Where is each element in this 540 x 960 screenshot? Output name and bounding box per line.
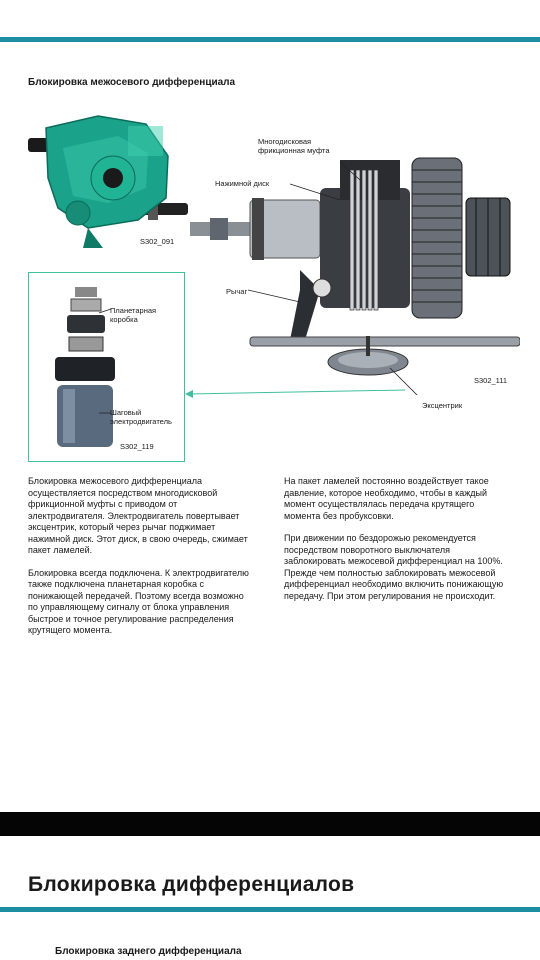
callout-planetary <box>110 306 156 324</box>
callout-clutch-line2: фрикционная муфта <box>258 146 330 155</box>
top-accent-bar <box>0 37 540 42</box>
figure-id-transfer-case: S302_091 <box>140 237 175 246</box>
figure-id-motor: S302_119 <box>120 442 154 451</box>
transfer-case-figure <box>28 108 188 253</box>
motor-figure-frame <box>28 272 185 462</box>
callout-pressure-disk: Нажимной диск <box>215 179 270 188</box>
transfer-case-illustration <box>28 108 188 253</box>
callout-planetary-line2: коробка <box>110 315 138 324</box>
chapter-accent-bar <box>0 907 540 912</box>
callout-eccentric: Эксцентрик <box>422 401 463 410</box>
callout-stepper-line2: электродвигатель <box>110 417 172 426</box>
callout-stepper <box>110 408 172 426</box>
left-paragraph-1: Блокировка межосевого дифференциала осуществляется посредством многодисковой фрикционной муфты с приводом от электродвигателя. Электродвигатель повертывает эксцентрик, который через рычаг поджимает нажимной диск. Этот диск, в свою очередь, сжимает пакет ламелей. <box>28 476 248 555</box>
callout-clutch-line1: Многодисковая <box>258 137 312 146</box>
right-paragraph-2: При движении по бездорожью рекомендуется посредством поворотного выключателя заблокировать межосевой дифференциал на 100%. Прежде чем полностью заблокировать межосевой дифференциал необходимо включить понижающую передачу. При этом регулирования не происходит. <box>284 533 504 601</box>
right-paragraph-1: На пакет ламелей постоянно воздействует такое давление, которое необходимо, чтобы в каждый момент осуществлялась передача крутящего момента без пробуксовки. <box>284 476 489 521</box>
left-text-column <box>28 476 256 648</box>
callout-stepper-line1: Шаговый <box>110 408 142 417</box>
figure-id-mechanism: S302_111 <box>474 376 508 385</box>
subsection-title: Блокировка заднего дифференциала <box>55 946 242 957</box>
callout-clutch <box>258 137 330 155</box>
page-break-band <box>0 812 540 836</box>
stepper-motor-illustration <box>29 273 184 461</box>
left-paragraph-2: Блокировка всегда подключена. К электродвигателю также подключена планетарная коробка с понижающей передачей. Поэтому всегда возможно по управляющему сигналу от блока управления быстрое и точное регулирование распределения крутящего момента. <box>28 567 249 635</box>
connector-arrow <box>185 380 410 410</box>
callout-lever: Рычаг <box>226 287 248 296</box>
right-text-column <box>284 476 512 613</box>
chapter-title: Блокировка дифференциалов <box>28 873 355 896</box>
section-title: Блокировка межосевого дифференциала <box>28 77 236 88</box>
callout-planetary-line1: Планетарная <box>110 306 157 315</box>
